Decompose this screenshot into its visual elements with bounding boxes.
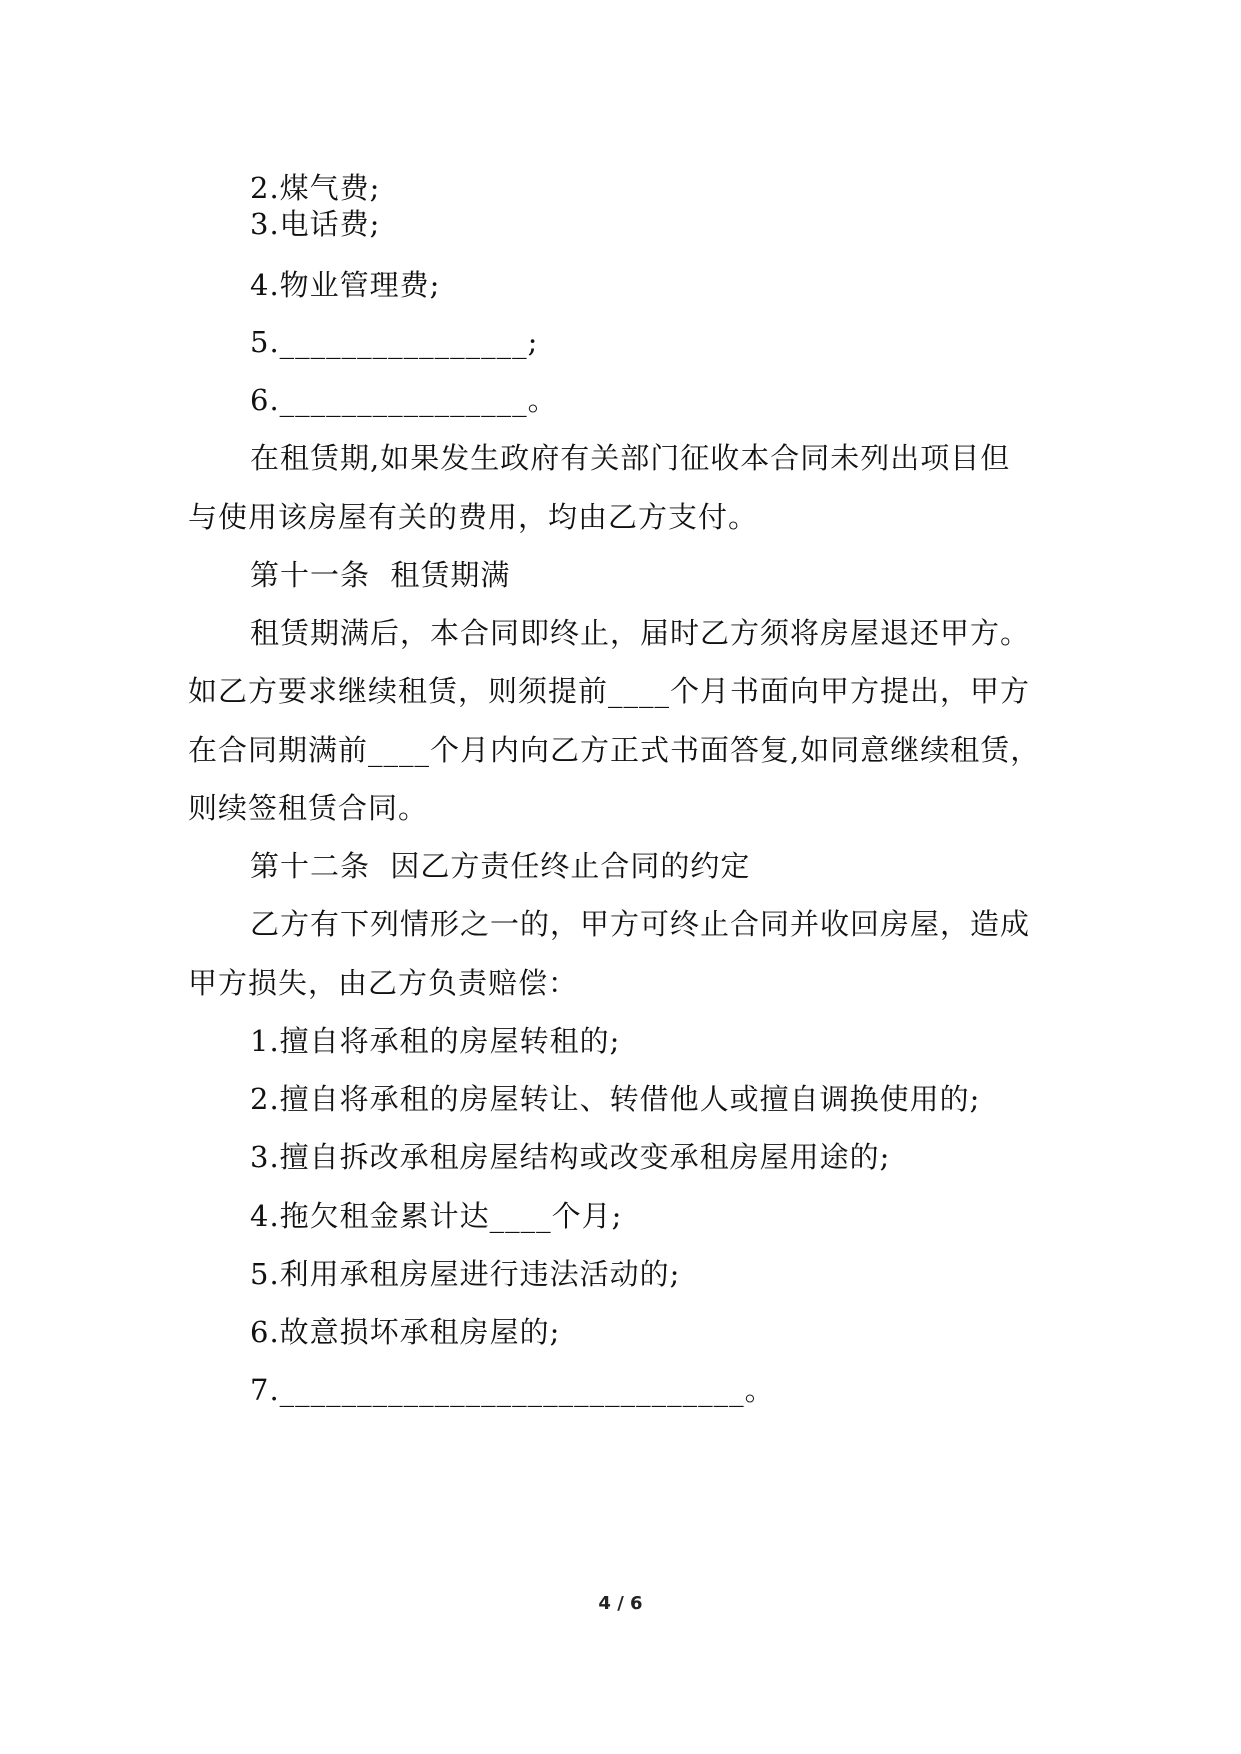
paragraph-line: 4.物业管理费; [250,268,441,302]
paragraph-line: 如乙方要求继续租赁，则须提前____个月书面向甲方提出，甲方 [188,674,1031,708]
blank-fill-line: 6.________________。 [250,383,558,417]
list-item: 4.拖欠租金累计达____个月; [250,1199,623,1233]
list-item: 2.擅自将承租的房屋转让、转借他人或擅自调换使用的; [250,1082,981,1116]
section-heading: 第十二条 因乙方责任终止合同的约定 [250,849,751,883]
list-item: 1.擅自将承租的房屋转租的; [250,1024,621,1058]
section-heading: 第十一条 租赁期满 [250,558,511,592]
paragraph-line: 租赁期满后，本合同即终止，届时乙方须将房屋退还甲方。 [250,616,1031,650]
paragraph-line: 则续签租赁合同。 [188,791,429,825]
paragraph-line: 在合同期满前____个月内向乙方正式书面答复,如同意继续租赁， [188,733,1041,767]
paragraph-line: 3.电话费; [250,207,381,241]
list-item: 7.______________________________。 [250,1373,775,1407]
paragraph-line: 与使用该房屋有关的费用，均由乙方支付。 [188,500,759,534]
list-item: 3.擅自拆改承租房屋结构或改变承租房屋用途的; [250,1140,891,1174]
paragraph-line: 在租赁期,如果发生政府有关部门征收本合同未列出项目但 [250,441,1011,475]
paragraph-line: 2.煤气费; [250,171,381,205]
list-item: 6.故意损坏承租房屋的; [250,1315,561,1349]
paragraph-line: 甲方损失，由乙方负责赔偿： [188,966,579,1000]
paragraph-line: 乙方有下列情形之一的，甲方可终止合同并收回房屋，造成 [250,907,1031,941]
list-item: 5.利用承租房屋进行违法活动的; [250,1257,681,1291]
page-number: 4 / 6 [598,1593,643,1614]
blank-fill-line: 5.________________; [250,325,539,359]
